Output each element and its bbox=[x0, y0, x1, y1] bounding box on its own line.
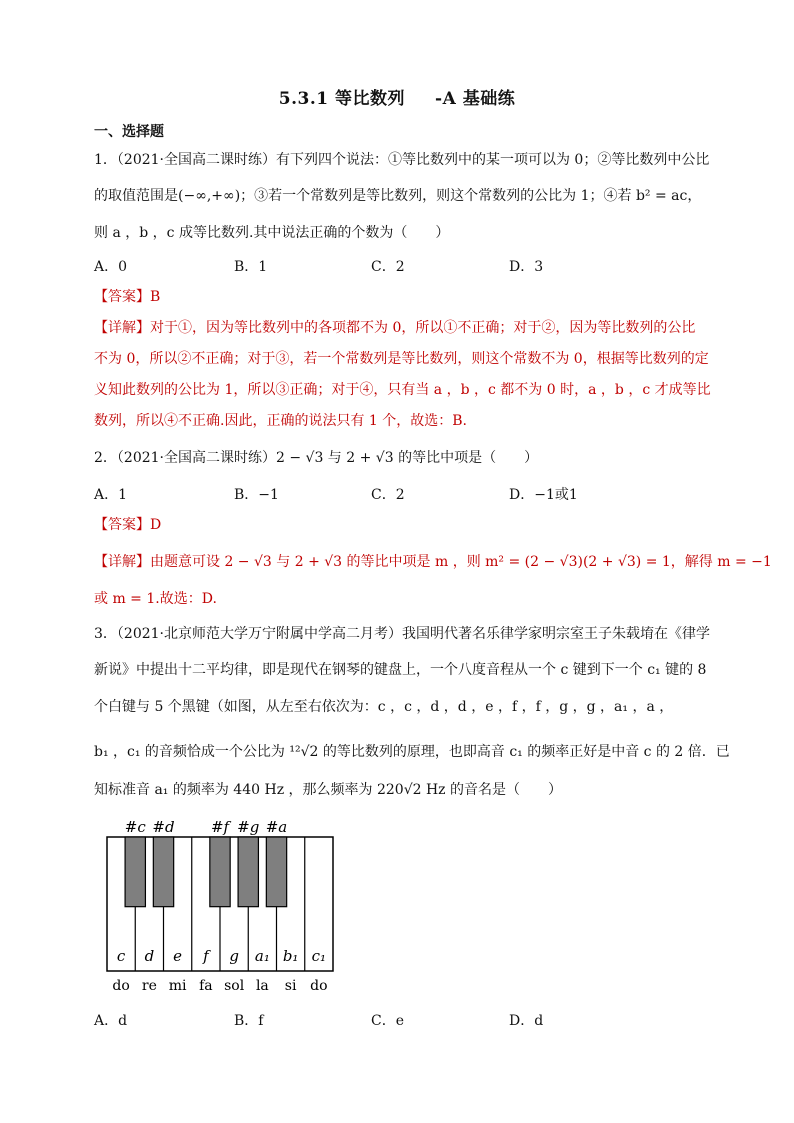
black-key-label: #d bbox=[152, 818, 175, 836]
black-key bbox=[238, 837, 258, 907]
page-title bbox=[0, 84, 794, 109]
solfege-label: mi bbox=[168, 978, 187, 994]
black-key-label: #a bbox=[265, 818, 288, 836]
q2-option-c: C．2 bbox=[371, 487, 405, 503]
q1-option-c: C．2 bbox=[371, 259, 405, 275]
black-key-label: #f bbox=[210, 818, 230, 836]
solfege-label: do bbox=[112, 978, 130, 994]
q2-option-a: A．1 bbox=[94, 487, 128, 503]
q1-detail-4: 数列，所以④不正确.因此，正确的说法只有 1 个，故选：B. bbox=[94, 413, 467, 429]
q3-options bbox=[94, 1010, 714, 1030]
q1-line-1: 1．（2021·全国高二课时练）有下列四个说法：①等比数列中的某一项可以为 0；②等比数列中公比 bbox=[94, 152, 710, 168]
q1-option-b: B．1 bbox=[234, 259, 268, 275]
q2-line-1: 2．（2021·全国高二课时练）2 − √3 与 2 + √3 的等比中项是（ ） bbox=[94, 450, 539, 466]
q1-detail-3: 义知此数列的公比为 1，所以③正确；对于④，只有当 a ，b ，c 都不为 0 时，a ，b ，c 才成等比 bbox=[94, 382, 711, 398]
white-key-label: c₁ bbox=[311, 947, 327, 965]
black-key bbox=[210, 837, 230, 907]
solfege-label: si bbox=[284, 978, 297, 994]
black-key-label: #g bbox=[237, 818, 260, 836]
q2-answer: 【答案】D bbox=[94, 517, 162, 533]
black-key bbox=[266, 837, 286, 907]
solfege-label: sol bbox=[224, 978, 245, 994]
q3-line-1: 3．（2021·北京师范大学万宁附属中学高二月考）我国明代著名乐律学家明宗室王子朱载堉在《律学 bbox=[94, 626, 710, 642]
black-key bbox=[153, 837, 173, 907]
white-key-label: b₁ bbox=[282, 947, 299, 965]
q3-line-2: 新说》中提出十二平均律，即是现代在钢琴的键盘上，一个八度音程从一个 c 键到下一个 c₁ 键的 8 bbox=[94, 662, 707, 678]
q2-options bbox=[94, 484, 714, 504]
black-key bbox=[125, 837, 145, 907]
q3-line-5: 知标准音 a₁ 的频率为 440 Hz ，那么频率为 220√2 Hz 的音名是（ ） bbox=[94, 782, 563, 798]
title-main: 5.3.1 等比数列 bbox=[278, 89, 406, 109]
q3-option-c: C．e bbox=[371, 1013, 404, 1029]
white-key-label: e bbox=[173, 947, 183, 965]
white-key-label: f bbox=[203, 947, 209, 965]
q1-option-d: D．3 bbox=[509, 259, 544, 275]
q2-detail-1: 【详解】由题意可设 2 − √3 与 2 + √3 的等比中项是 m ，则 m² = (2 − √3)(2 + √3) = 1，解得 m = −1 bbox=[94, 554, 772, 570]
solfege-label: do bbox=[310, 978, 328, 994]
q3-option-a: A．d bbox=[94, 1013, 128, 1029]
q3-option-b: B．f bbox=[234, 1013, 264, 1029]
q2-option-d: D．−1或1 bbox=[509, 487, 578, 503]
section-heading: 一、选择题 bbox=[94, 124, 164, 140]
piano-keyboard-figure bbox=[100, 815, 350, 995]
q3-line-3: 个白键与 5 个黑键（如图，从左至右依次为：c ，c ，d ，d ，e ，f ，f ，g ，g ，a₁ ，a ， bbox=[94, 699, 674, 715]
solfege-label: fa bbox=[199, 978, 213, 994]
q1-detail-2: 不为 0，所以②不正确；对于③，若一个常数列是等比数列，则这个常数不为 0，根据等比数列的定 bbox=[94, 351, 709, 367]
q1-line-2: 的取值范围是(−∞,+∞)；③若一个常数列是等比数列，则这个常数列的公比为 1；④若 b² = ac， bbox=[94, 188, 702, 204]
q2-option-b: B．−1 bbox=[234, 487, 279, 503]
black-key-label: #c bbox=[124, 818, 146, 836]
white-key-label: c bbox=[116, 947, 126, 965]
white-key-label: a₁ bbox=[254, 947, 270, 965]
q3-option-d: D．d bbox=[509, 1013, 544, 1029]
white-key-label: g bbox=[229, 947, 239, 965]
q2-detail-2: 或 m = 1.故选：D. bbox=[94, 591, 217, 607]
q3-line-4: b₁ ，c₁ 的音频恰成一个公比为 ¹²√2 的等比数列的原理，也即高音 c₁ 的频率正好是中音 c 的 2 倍．已 bbox=[94, 744, 730, 760]
solfege-label: re bbox=[141, 978, 157, 994]
q1-answer: 【答案】B bbox=[94, 289, 161, 305]
title-sub: -A 基础练 bbox=[435, 89, 516, 109]
solfege-label: la bbox=[255, 978, 269, 994]
q1-line-3: 则 a ，b ，c 成等比数列.其中说法正确的个数为（ ） bbox=[94, 225, 450, 241]
q1-detail-1: 【详解】对于①，因为等比数列中的各项都不为 0，所以①不正确；对于②，因为等比数列的公比 bbox=[94, 320, 696, 336]
q1-options bbox=[94, 256, 714, 276]
q1-option-a: A．0 bbox=[94, 259, 128, 275]
white-key-label: d bbox=[144, 947, 155, 965]
